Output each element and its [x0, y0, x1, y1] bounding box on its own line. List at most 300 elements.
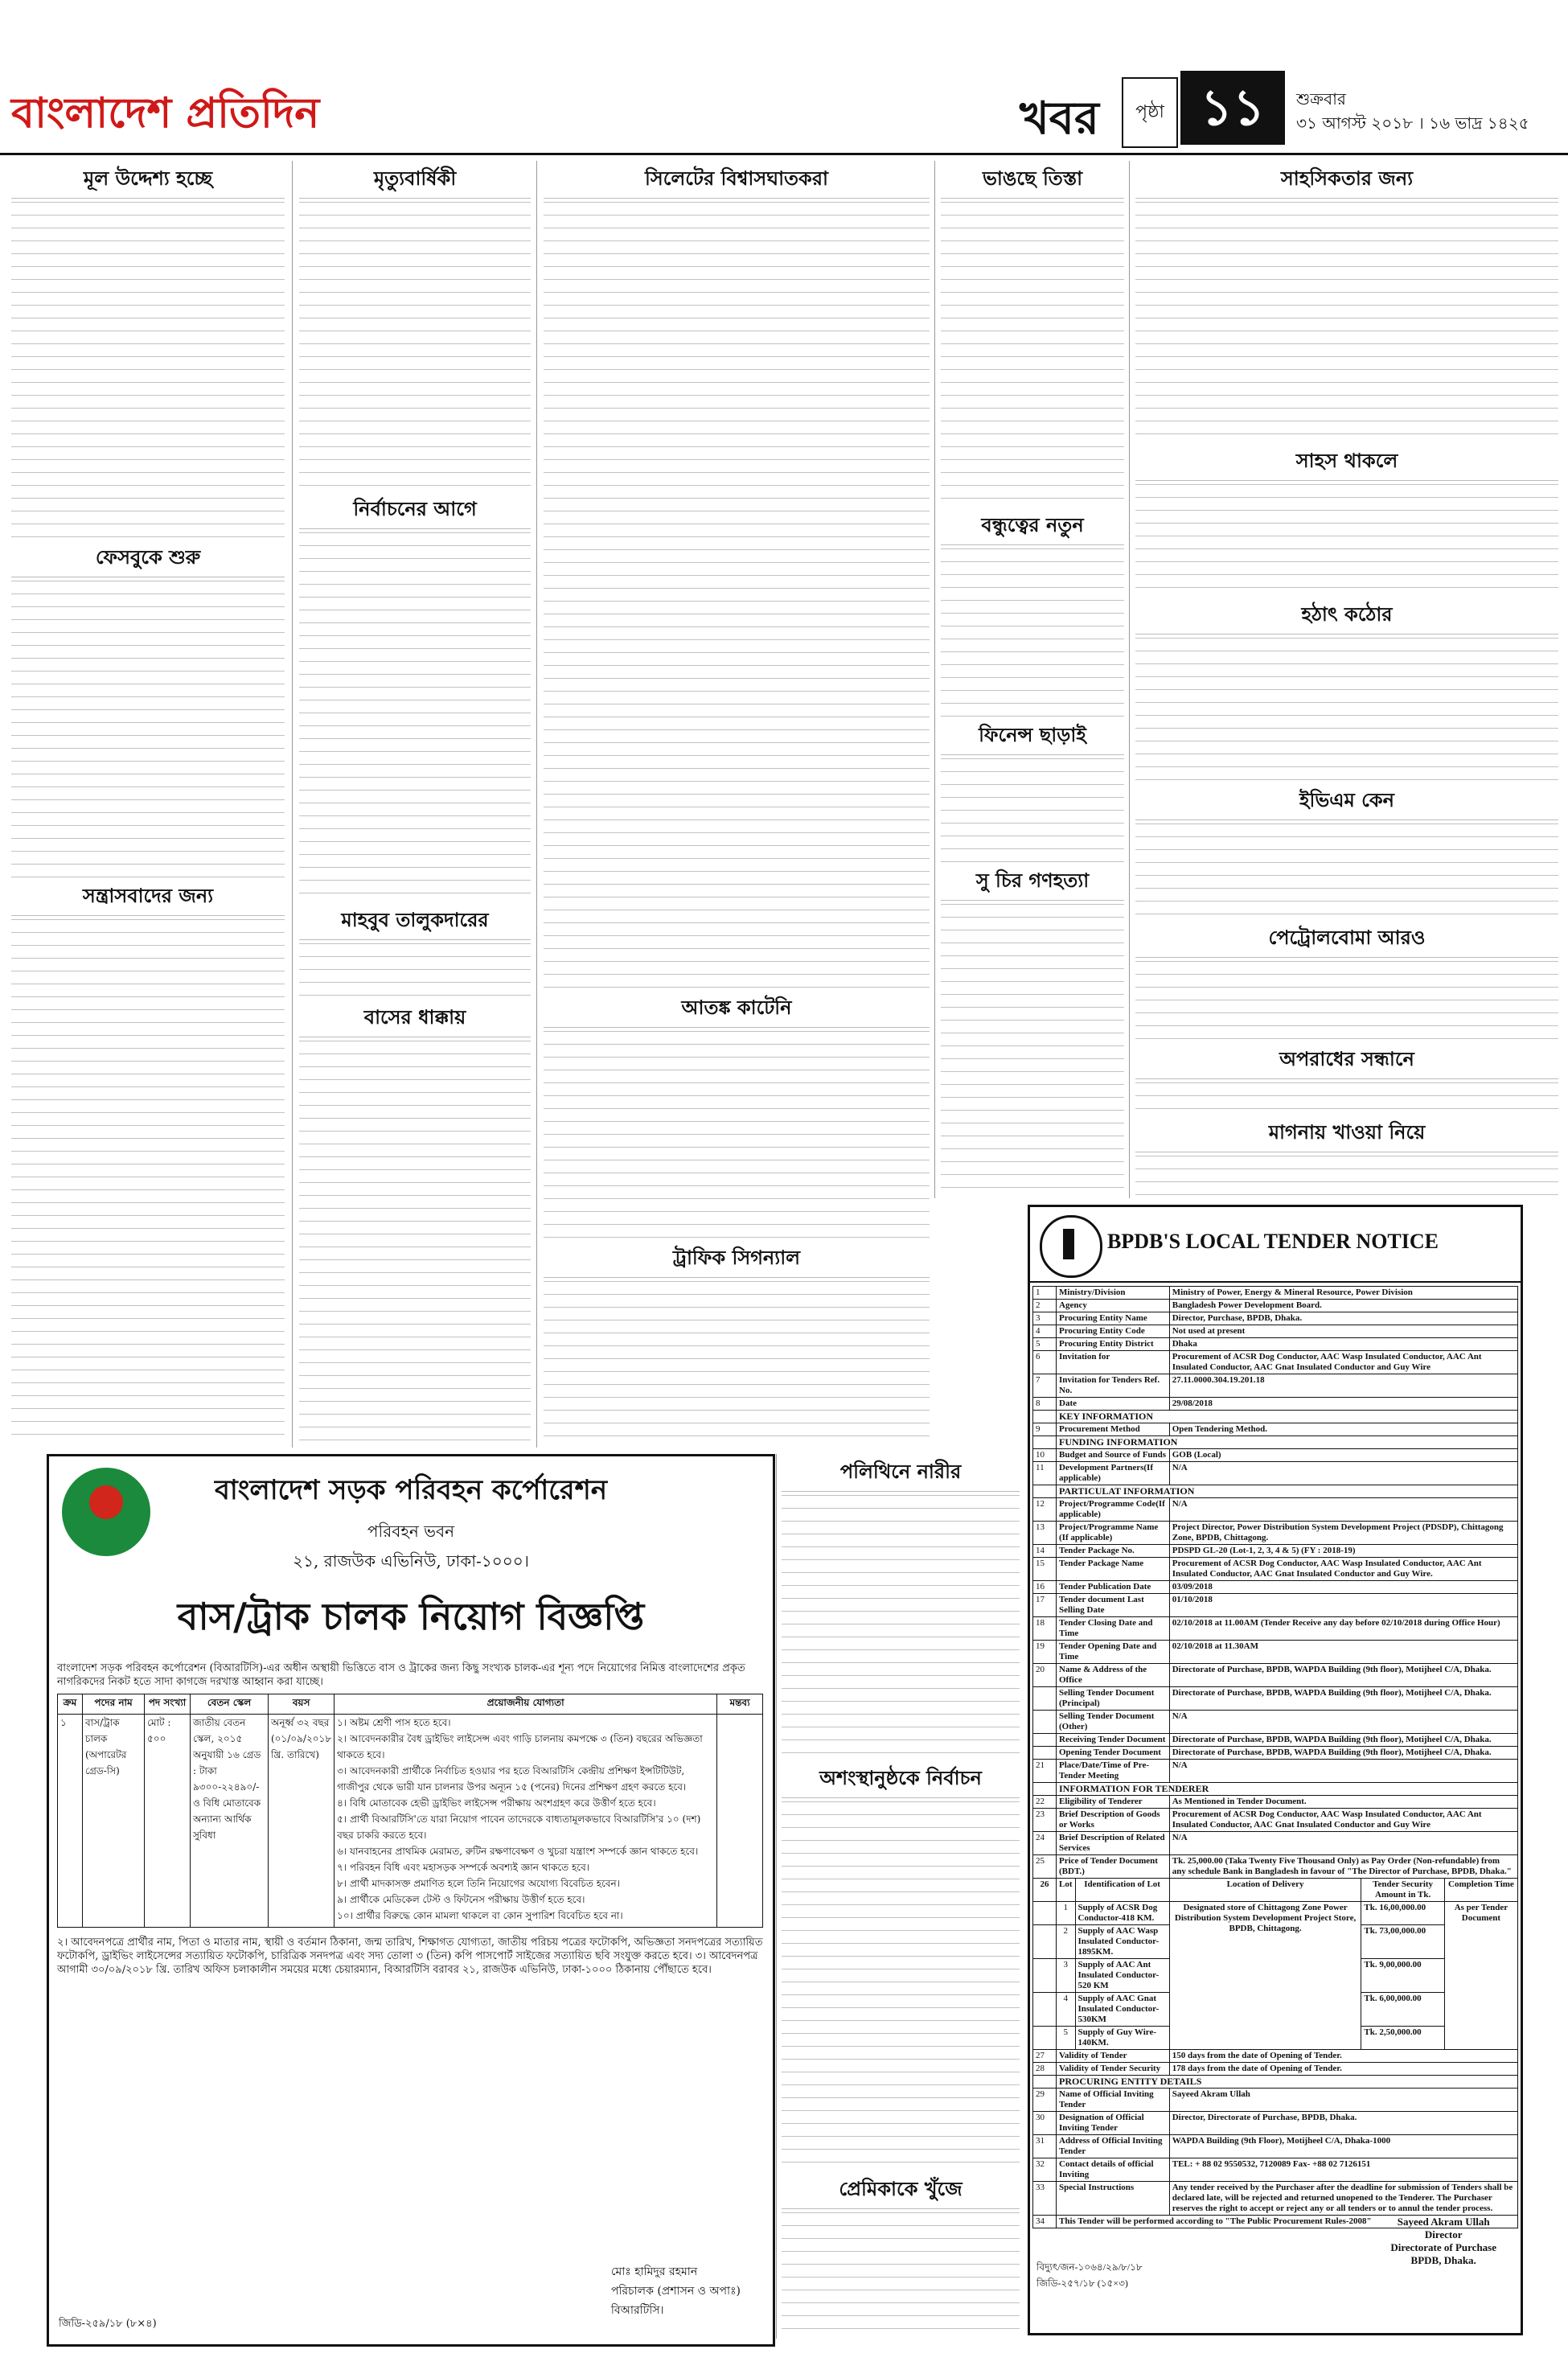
tender-row-label: Special Instructions — [1057, 2182, 1170, 2216]
headline: ইভিএম কেন — [1135, 786, 1558, 820]
tender-row-value: 27.11.0000.304.19.201.18 — [1169, 1374, 1517, 1398]
headline: মাগনায় খাওয়া নিয়ে — [1135, 1118, 1558, 1152]
ad-title: বাস/ট্রাক চালক নিয়োগ বিজ্ঞপ্তি — [177, 1595, 645, 1638]
tender-row-value: Dhaka — [1169, 1338, 1517, 1351]
tender-row — [1033, 1687, 1518, 1711]
tender-row-number: 6 — [1033, 1351, 1057, 1374]
tender-signer-title: BPDB, Dhaka. — [1410, 2254, 1476, 2266]
tender-row-number — [1033, 1734, 1057, 1747]
lot-identification: Supply of AAC Ant Insulated Conductor-520 KM — [1075, 1959, 1169, 1993]
tender-row-value: 178 days from the date of Opening of Tender. — [1169, 2063, 1517, 2076]
tender-row — [1033, 2089, 1518, 2112]
tender-row — [1033, 1664, 1518, 1687]
tender-row-value: 150 days from the date of Opening of Tender. — [1169, 2050, 1517, 2063]
tender-row-label: Development Partners(If applicable) — [1057, 1462, 1170, 1485]
lot-number: 4 — [1057, 1993, 1076, 2027]
ad-header-cell: মন্তব্য — [717, 1694, 763, 1715]
tender-row-label: Tender Publication Date — [1057, 1581, 1170, 1594]
tender-row-number: 29 — [1033, 2089, 1057, 2112]
tender-row-number: 20 — [1033, 1664, 1057, 1687]
tender-row-label: Validity of Tender — [1057, 2050, 1170, 2063]
headline: নির্বাচনের আগে — [299, 495, 531, 529]
headline: অপরাধের সন্ধানে — [1135, 1045, 1558, 1079]
tender-row — [1033, 1522, 1518, 1545]
tender-row — [1033, 1287, 1518, 1300]
tender-row — [1033, 2182, 1518, 2216]
tender-row — [1033, 1617, 1518, 1641]
tender-row-label: Tender document Last Selling Date — [1057, 1594, 1170, 1617]
ad-scale: জাতীয় বেতন স্কেল, ২০১৫ অনুযায়ী ১৬ গ্রেড : টাকা ৯৩০০-২২৪৯০/- ও বিধি মোতাবেক অন্যান্য আর্থিক সুবিধা — [191, 1715, 269, 1928]
ad-table-header — [58, 1694, 763, 1715]
tender-row — [1033, 1374, 1518, 1398]
tender-row-value: 03/09/2018 — [1169, 1581, 1517, 1594]
tender-row — [1033, 1423, 1518, 1436]
tender-row — [1033, 1711, 1518, 1734]
column-divider — [1129, 161, 1130, 1198]
tender-row — [1033, 1796, 1518, 1809]
ad-age: অনূর্ধ্ব ৩২ বছর (০১/০৯/২০১৮ খ্রি. তারিখে) — [269, 1715, 335, 1928]
tender-row — [1033, 2112, 1518, 2135]
tender-row-value: Ministry of Power, Energy & Mineral Resource, Power Division — [1169, 1287, 1517, 1300]
ad-post: বাস/ট্রাক চালক (অপারেটর গ্রেড-সি) — [83, 1715, 145, 1928]
tender-row-label: Budget and Source of Funds — [1057, 1449, 1170, 1462]
article-body — [1135, 1082, 1558, 1115]
qualification-item: ৯। প্রার্থীকে মেডিকেল টেস্ট ও ফিটনেস পরীক্ষায় উত্তীর্ণ হতে হবে। — [337, 1894, 585, 1905]
tender-row-value: Director, Directorate of Purchase, BPDB, Dhaka. — [1169, 2112, 1517, 2135]
lot-security: Tk. 6,00,000.00 — [1361, 1993, 1444, 2027]
ad-header-cell: পদ সংখ্যা — [145, 1694, 191, 1715]
lot-number: 3 — [1057, 1959, 1076, 1993]
tender-row — [1033, 1462, 1518, 1485]
article-body — [1135, 484, 1558, 597]
qualification-item: ৮। প্রার্থী মাদকাসক্ত প্রমাণিত হলে তিনি নিয়োগের অযোগ্য বিবেচিত হবেন। — [337, 1878, 620, 1889]
tender-row-number: 31 — [1033, 2135, 1057, 2158]
tender-row-label: Invitation for Tenders Ref. No. — [1057, 1374, 1170, 1398]
tender-row — [1033, 1809, 1518, 1832]
tender-row-label: Tender Closing Date and Time — [1057, 1617, 1170, 1641]
tender-section-title: PARTICULAT INFORMATION — [1057, 1485, 1518, 1498]
tender-row-value: Any tender received by the Purchaser after the deadline for submission of Tenders shall be declared late, will be rejected and returned unopened to the Tenderer. The Purchaser reserves the right to accept or reject any or all tenders or to annul the tender process. — [1169, 2182, 1517, 2216]
ad-count: মোট : ৫০০ — [145, 1715, 191, 1928]
article-body — [544, 1281, 930, 1444]
tender-row — [1033, 1312, 1518, 1325]
article-body — [941, 202, 1124, 507]
tender-row-value: Tk. 25,000.00 (Taka Twenty Five Thousand Only) as Pay Order (Non-refundable) from any schedule Bank in Bangladesh in favour of "The Director of Purchase, BPDB, Dhaka." — [1169, 1855, 1517, 1879]
tender-row-value: 02/10/2018 at 11.00AM (Tender Receive any day before 02/10/2018 during Office Hour) — [1169, 1617, 1517, 1641]
tender-row-number: 25 — [1033, 1855, 1057, 1879]
tender-footer — [1030, 2212, 1521, 2333]
headline: সু চির গণহত্যা — [941, 866, 1124, 901]
tender-row — [1033, 1398, 1518, 1411]
column-divider — [776, 1454, 777, 2339]
tender-ref-line: বিদ্যুৎ/জন-১০৬৪/২৯/৮/১৮ — [1036, 2261, 1143, 2273]
tender-row-label: Selling Tender Document (Principal) — [1057, 1687, 1170, 1711]
tender-row-value: Director, Purchase, BPDB, Dhaka. — [1169, 1312, 1517, 1325]
headline: সন্ত্রাসবাদের জন্য — [11, 881, 285, 916]
ad-address: ২১, রাজউক এভিনিউ, ঢাকা-১০০০। — [293, 1551, 529, 1571]
lot-spacer — [1033, 1902, 1057, 1925]
tender-row-value: Sayeed Akram Ullah — [1169, 2089, 1517, 2112]
ad-building: পরিবহন ভবন — [367, 1522, 455, 1541]
brtc-job-advertisement — [47, 1454, 775, 2347]
section-title: খবর — [1020, 92, 1099, 145]
tender-row-number: 15 — [1033, 1558, 1057, 1581]
tender-row-number: 30 — [1033, 2112, 1057, 2135]
tender-row-number: 8 — [1033, 1398, 1057, 1411]
tender-row — [1033, 1558, 1518, 1581]
tender-row — [1033, 2135, 1518, 2158]
lot-identification: Supply of AAC Wasp Insulated Conductor-1895KM. — [1075, 1925, 1169, 1959]
tender-row — [1033, 1734, 1518, 1747]
page-label: পৃষ্ঠা — [1122, 77, 1178, 148]
tender-row — [1033, 1581, 1518, 1594]
article-body — [299, 943, 531, 1000]
ad-signature — [611, 2262, 741, 2320]
article-body — [544, 1031, 930, 1240]
tender-row-number: 12 — [1033, 1498, 1057, 1522]
ad-signer-title: পরিচালক (প্রশাসন ও অপাঃ) — [610, 2285, 741, 2298]
article-body — [782, 2212, 1020, 2335]
tender-section-spacer — [1033, 1783, 1057, 1796]
qualification-item: ১০। প্রার্থীর বিরুদ্ধে কোন মামলা থাকলে বা কোন সুপারিশ বিবেচিত হবে না। — [337, 1910, 623, 1921]
lot-security: Tk. 9,00,000.00 — [1361, 1959, 1444, 1993]
tender-signer-title: Director — [1424, 2228, 1463, 2241]
tender-row-number: 34 — [1033, 2216, 1057, 2228]
lots-header-cell: Completion Time — [1444, 1879, 1517, 1902]
tender-row-value: Not used at present — [1169, 1325, 1517, 1338]
article-body — [11, 581, 285, 878]
tender-section — [1033, 1783, 1518, 1796]
tender-row-value: N/A — [1169, 1760, 1517, 1783]
tender-row — [1033, 1760, 1518, 1783]
tender-row — [1033, 2063, 1518, 2076]
article-body — [299, 202, 531, 491]
tender-row — [1033, 1747, 1518, 1760]
tender-row — [1033, 1545, 1518, 1558]
tender-row-label: Name of Official Inviting Tender — [1057, 2089, 1170, 2112]
lot-spacer — [1033, 2027, 1057, 2050]
tender-row-value: N/A — [1169, 1832, 1517, 1855]
tender-title: BPDB'S LOCAL TENDER NOTICE — [1107, 1230, 1439, 1253]
headline: মৃত্যুবার্ষিকী — [299, 164, 531, 199]
tender-section-title: PROCURING ENTITY DETAILS — [1057, 2076, 1518, 2089]
tender-section-spacer — [1033, 1485, 1057, 1498]
headline: পেট্রোলবোমা আরও — [1135, 923, 1558, 958]
headline: ট্রাফিক সিগন্যাল — [544, 1243, 930, 1278]
ad-table-row — [58, 1715, 763, 1928]
bpdb-logo-icon — [1040, 1215, 1102, 1278]
tender-row-number: 22 — [1033, 1796, 1057, 1809]
tender-row-number: 9 — [1033, 1423, 1057, 1436]
headline: প্রেমিকাকে খুঁজে — [782, 2175, 1020, 2209]
tender-row-number: 2 — [1033, 1300, 1057, 1312]
tender-row-number — [1033, 1711, 1057, 1734]
tender-row-number: 10 — [1033, 1449, 1057, 1462]
tender-row-label: Receiving Tender Document — [1057, 1734, 1170, 1747]
lot-completion: As per Tender Document — [1444, 1902, 1517, 2050]
bangladesh-emblem-icon — [62, 1468, 150, 1556]
tender-row-number: 27 — [1033, 2050, 1057, 2063]
lot-row — [1033, 1902, 1518, 1925]
tender-row-label: Validity of Tender Security — [1057, 2063, 1170, 2076]
lot-identification: Supply of AAC Gnat Insulated Conductor-530KM — [1075, 1993, 1169, 2027]
tender-row — [1033, 1449, 1518, 1462]
tender-row-label: Invitation for — [1057, 1351, 1170, 1374]
tender-row-label: Agency — [1057, 1300, 1170, 1312]
tender-row-label: Name & Address of the Office — [1057, 1664, 1170, 1687]
tender-row-value: 01/10/2018 — [1169, 1594, 1517, 1617]
qualification-item: ৩। আবেদনকারী প্রার্থীকে নির্বাচিত হওয়ার পর হতে বিআরটিসি কেন্দ্রীয় প্রশিক্ষণ ইন্সটিটিউট, গাজীপুর থেকে ভারী যান চালনার উপর অন্যূন ১৫ (পনের) দিনের প্রশিক্ষণ গ্রহণ করতে হবে। — [337, 1765, 687, 1793]
tender-row-label: Tender Package Name — [1057, 1558, 1170, 1581]
tender-row-number: 28 — [1033, 2063, 1057, 2076]
newspaper-logo: বাংলাদেশ প্রতিদিন — [11, 89, 320, 138]
lots-header-cell: Identification of Lot — [1075, 1879, 1169, 1902]
tender-section — [1033, 1436, 1518, 1449]
tender-row — [1033, 1855, 1518, 1879]
tender-row-number: 32 — [1033, 2158, 1057, 2182]
tender-row-value: Procurement of ACSR Dog Conductor, AAC Wasp Insulated Conductor, AAC Ant Insulated Conductor, AAC Gnat Insulated Conductor and Guy Wire. — [1169, 1558, 1517, 1581]
tender-section — [1033, 1485, 1518, 1498]
tender-section-spacer — [1033, 1436, 1057, 1449]
lots-header-cell: Lot — [1057, 1879, 1076, 1902]
column-divider — [536, 161, 537, 1448]
lot-identification: Supply of Guy Wire-140KM. — [1075, 2027, 1169, 2050]
article-body — [299, 532, 531, 902]
headline: পলিথিনে নারীর — [782, 1457, 1020, 1492]
tender-row-label: Date — [1057, 1398, 1170, 1411]
tender-row-value: Project Director, Power Distribution System Development Project (PDSDP), Chittagong Zone, BPDB, Chittagong. — [1169, 1522, 1517, 1545]
tender-row — [1033, 2158, 1518, 2182]
tender-row-label: Tender Opening Date and Time — [1057, 1641, 1170, 1664]
ad-remarks — [717, 1715, 763, 1928]
lot-security: Tk. 16,00,000.00 — [1361, 1902, 1444, 1925]
tender-row-number: 23 — [1033, 1809, 1057, 1832]
tender-row-value: Directorate of Purchase, BPDB, WAPDA Building (9th floor), Motijheel C/A, Dhaka. — [1169, 1687, 1517, 1711]
tender-row-label: Brief Description of Goods or Works — [1057, 1809, 1170, 1832]
tender-row-number: 19 — [1033, 1641, 1057, 1664]
article-body — [941, 758, 1124, 863]
tender-table — [1032, 1286, 1518, 2228]
lot-identification: Supply of ACSR Dog Conductor-418 KM. — [1075, 1902, 1169, 1925]
tender-row-label: Project/Programme Code(If applicable) — [1057, 1498, 1170, 1522]
tender-row-number — [1033, 1747, 1057, 1760]
tender-row-value: Directorate of Purchase, BPDB, WAPDA Building (9th floor), Motijheel C/A, Dhaka. — [1169, 1664, 1517, 1687]
tender-row — [1033, 1338, 1518, 1351]
column-divider — [292, 161, 293, 1448]
article-body — [1135, 824, 1558, 920]
qualification-item: ২। আবেদনকারীর বৈধ ড্রাইভিং লাইসেন্স এবং গাড়ি চালনায় কমপক্ষে ৩ (তিন) বছরের অভিজ্ঞতা থাকতে হবে। — [337, 1733, 703, 1760]
tender-row — [1033, 1594, 1518, 1617]
article-body — [1135, 202, 1558, 443]
tender-row-value: As Mentioned in Tender Document. — [1169, 1796, 1517, 1809]
tender-row-value: WAPDA Building (9th Floor), Motijheel C/A, Dhaka-1000 — [1169, 2135, 1517, 2158]
tender-row-number: 21 — [1033, 1760, 1057, 1783]
tender-row-value: TEL: + 88 02 9550532, 7120089 Fax- +88 02 7126151 — [1169, 2158, 1517, 2182]
ad-header-cell: ক্রম — [58, 1694, 83, 1715]
bpdb-tender-notice — [1028, 1205, 1523, 2335]
article-body — [1135, 1156, 1558, 1198]
tender-row-number: 16 — [1033, 1581, 1057, 1594]
headline: সাহস থাকলে — [1135, 446, 1558, 481]
article-body — [299, 1041, 531, 1444]
tender-row-value: Open Tendering Method. — [1169, 1423, 1517, 1436]
tender-row-value: Bangladesh Power Development Board. — [1169, 1300, 1517, 1312]
qualification-item: ১। অষ্টম শ্রেণী পাস হতে হবে। — [337, 1717, 451, 1728]
tender-ref — [1036, 2261, 1143, 2293]
lots-header-cell: 26 — [1033, 1879, 1057, 1902]
article-body — [544, 202, 930, 990]
tender-row — [1033, 1832, 1518, 1855]
tender-row-label: Selling Tender Document (Other) — [1057, 1711, 1170, 1734]
tender-signer-title: Directorate of Purchase — [1390, 2241, 1496, 2253]
tender-section-title: FUNDING INFORMATION — [1057, 1436, 1518, 1449]
lots-header-cell: Location of Delivery — [1169, 1879, 1361, 1902]
tender-row-label: Price of Tender Document (BDT.) — [1057, 1855, 1170, 1879]
article-body — [11, 919, 285, 1444]
tender-row-number: 7 — [1033, 1374, 1057, 1398]
lot-spacer — [1033, 1993, 1057, 2027]
dateline — [1296, 87, 1562, 135]
tender-section — [1033, 2076, 1518, 2089]
headline: ফেসবুকে শুরু — [11, 543, 285, 577]
date: ৩১ আগস্ট ২০১৮ । ১৬ ভাদ্র ১৪২৫ — [1296, 113, 1529, 133]
tender-row-value: Procurement of ACSR Dog Conductor, AAC Wasp Insulated Conductor, AAC Ant Insulated Conductor, AAC Gnat Insulated Conductor and Guy Wire — [1169, 1809, 1517, 1832]
tender-row-value: N/A — [1169, 1498, 1517, 1522]
column-4 — [941, 161, 1124, 1198]
lot-number: 1 — [1057, 1902, 1076, 1925]
tender-row-label: Place/Date/Time of Pre-Tender Meeting — [1057, 1760, 1170, 1783]
lot-security: Tk. 2,50,000.00 — [1361, 2027, 1444, 2050]
headline: বাসের ধাক্কায় — [299, 1003, 531, 1037]
tender-ref-line: জিডি-২৫৭/১৮ (১৫×৩) — [1036, 2277, 1128, 2289]
lots-header-cell: Tender Security Amount in Tk. — [1361, 1879, 1444, 1902]
tender-section-title: INFORMATION FOR TENDERER — [1057, 1783, 1518, 1796]
article-body — [782, 1801, 1020, 2171]
tender-row — [1033, 1300, 1518, 1312]
tender-row-value: PDSPD GL-20 (Lot-1, 2, 3, 4 & 5) (FY : 2018-19) — [1169, 1545, 1517, 1558]
headline: মাহবুব তালুকদারের — [299, 906, 531, 940]
tender-row-label: Project/Programme Name (If applicable) — [1057, 1522, 1170, 1545]
tender-signer-name: Sayeed Akram Ullah — [1397, 2216, 1490, 2228]
ad-notes: ২। আবেদনপত্রে প্রার্থীর নাম, পিতা ও মাতার নাম, স্থায়ী ও বর্তমান ঠিকানা, জন্ম তারিখ, শিক্ষাগত যোগ্যতা, জাতীয় পরিচয় পত্রের ফটোকপি, অভিজ্ঞতা সনদপত্রের সত্যায়িত ফটোকপি, ড্রাইভিং লাইসেন্সের সত্যায়িত ফটোকপি, চারিত্রিক সনদপত্র এবং সদ্য তোলা ৩ (তিন) কপি পাসপোর্ট সাইজের সত্যায়িত ছবি সংযুক্ত করতে হবে। ৩। আবেদনপত্র আগামী ৩০/০৯/২০১৮ খ্রি. তারিখ অফিস চলাকালীন সময়ের মধ্যে চেয়ারম্যান, বিআরটিসি বরাবর ২১, রাজউক এভিনিউ, ঢাকা-১০০০ ঠিকানায় পৌঁছাতে হবে। — [57, 1937, 763, 1976]
tender-row-label: Ministry/Division — [1057, 1287, 1170, 1300]
tender-row-value: Directorate of Purchase, BPDB, WAPDA Building (9th floor), Motijheel C/A, Dhaka. — [1169, 1734, 1517, 1747]
lots-header — [1033, 1879, 1518, 1902]
headline: হঠাৎ কঠোর — [1135, 600, 1558, 635]
tender-row-label: Opening Tender Document — [1057, 1747, 1170, 1760]
tender-row — [1033, 2050, 1518, 2063]
tender-section — [1033, 1411, 1518, 1423]
qualification-item: ৭। পরিবহন বিধি এবং মহাসড়ক সম্পর্কে অবশ্যই জ্ঞান থাকতে হবে। — [337, 1862, 590, 1873]
column-5 — [1135, 161, 1558, 1198]
tender-row-value: N/A — [1169, 1711, 1517, 1734]
tender-row-label: Procuring Entity District — [1057, 1338, 1170, 1351]
tender-row — [1033, 1351, 1518, 1374]
tender-row-number: 11 — [1033, 1462, 1057, 1485]
page-number: ১১ — [1180, 71, 1285, 145]
headline: সিলেটের বিশ্বাসঘাতকরা — [544, 164, 930, 199]
article-body — [782, 1495, 1020, 1760]
ad-signer-name: মোঃ হামিদুর রহমান — [610, 2265, 698, 2278]
lot-number: 5 — [1057, 2027, 1076, 2050]
ad-header-cell: বয়স — [269, 1694, 335, 1715]
tender-row — [1033, 1498, 1518, 1522]
tender-section-title: KEY INFORMATION — [1057, 1411, 1518, 1423]
column-3 — [544, 161, 930, 1444]
headline: অশংস্থানুষ্ঠকে নির্বাচন — [782, 1764, 1020, 1798]
article-body — [11, 202, 285, 540]
tender-section-spacer — [1033, 1411, 1057, 1423]
tender-row-value: 29/08/2018 — [1169, 1398, 1517, 1411]
tender-row — [1033, 1641, 1518, 1664]
article-body — [941, 904, 1124, 1193]
tender-row-number — [1033, 1687, 1057, 1711]
column-1 — [11, 161, 285, 1444]
tender-row-value: Procurement of ACSR Dog Conductor, AAC Wasp Insulated Conductor, AAC Ant Insulated Conductor, AAC Gnat Insulated Conductor and Guy Wire — [1169, 1351, 1517, 1374]
ad-qualifications — [335, 1715, 717, 1928]
lot-delivery: Designated store of Chittagong Zone Power Distribution System Development Project Store, BPDB, Chittagong. — [1169, 1902, 1361, 2050]
tender-row-number: 24 — [1033, 1832, 1057, 1855]
tender-row-label: Procuring Entity Name — [1057, 1312, 1170, 1325]
tender-row-label: Address of Official Inviting Tender — [1057, 2135, 1170, 2158]
column-6 — [782, 1454, 1020, 2335]
column-2 — [299, 161, 531, 1444]
tender-row-label: Eligibility of Tenderer — [1057, 1796, 1170, 1809]
qualification-item: ৫। প্রার্থী বিআরটিসি'তে যারা নিয়োগ পাবেন তাদেরকে বাধ্যতামূলকভাবে বিআরটিসি'র ১০ (দশ) বছর চাকরি করতে হবে। — [337, 1813, 701, 1841]
tender-row-number: 14 — [1033, 1545, 1057, 1558]
lot-spacer — [1033, 1925, 1057, 1959]
tender-row-label: Procurement Method — [1057, 1423, 1170, 1436]
masthead — [0, 0, 1568, 155]
lot-spacer — [1033, 1959, 1057, 1993]
tender-row-value: N/A — [1169, 1462, 1517, 1485]
ad-header-cell: প্রয়োজনীয় যোগ্যতা — [335, 1694, 717, 1715]
article-body — [941, 548, 1124, 717]
ad-org-name: বাংলাদেশ সড়ক পরিবহন কর্পোরেশন — [214, 1474, 608, 1506]
tender-header — [1030, 1207, 1521, 1283]
lot-security: Tk. 73,00,000.00 — [1361, 1925, 1444, 1959]
tender-row-number: 17 — [1033, 1594, 1057, 1617]
qualification-item: ৬। যানবাহনের প্রাথমিক মেরামত, রুটিন রক্ষণাবেক্ষণ ও খুচরা যন্ত্রাংশ সম্পর্কে জ্ঞান থাকতে হবে। — [337, 1846, 699, 1857]
ad-signer-org: বিআরটিসি। — [610, 2304, 664, 2317]
tender-row — [1033, 1325, 1518, 1338]
headline: ফিনেন্স ছাড়াই — [941, 721, 1124, 755]
tender-row-value: 02/10/2018 at 11.30AM — [1169, 1641, 1517, 1664]
tender-signature — [1390, 2216, 1496, 2267]
tender-row-label: Tender Package No. — [1057, 1545, 1170, 1558]
tender-row-number: 1 — [1033, 1287, 1057, 1300]
headline: সাহসিকতার জন্য — [1135, 164, 1558, 199]
ad-header-cell: পদের নাম — [83, 1694, 145, 1715]
tender-row-value: GOB (Local) — [1169, 1449, 1517, 1462]
tender-row-number: 13 — [1033, 1522, 1057, 1545]
ad-table — [57, 1694, 763, 1928]
ad-intro: বাংলাদেশ সড়ক পরিবহন কর্পোরেশন (বিআরটিসি)-এর অধীন অস্থায়ী ভিত্তিতে বাস ও ট্রাকের জন্য কিছু সংখ্যক চালক-এর শূন্য পদে নিয়োগের নিমিত্ত বাংলাদেশের প্রকৃত নাগরিকদের নিকট হতে সাদা কাগজে দরখাস্ত আহ্বান করা যাচ্ছে। — [57, 1662, 745, 1688]
headline: মূল উদ্দেশ্য হচ্ছে — [11, 164, 285, 199]
tender-row-value: Directorate of Purchase, BPDB, WAPDA Building (9th floor), Motijheel C/A, Dhaka. — [1169, 1747, 1517, 1760]
headline: বন্ধুত্বের নতুন — [941, 511, 1124, 545]
tender-row-label: Procuring Entity Code — [1057, 1325, 1170, 1338]
tender-row-label: This Tender will be performed according to "The Public Procurement Rules-2008" — [1057, 2216, 1518, 2228]
headline: আতঙ্ক কাটেনি — [544, 993, 930, 1028]
article-body — [1135, 638, 1558, 782]
tender-row-label: Brief Description of Related Services — [1057, 1832, 1170, 1855]
tender-row-number: 3 — [1033, 1312, 1057, 1325]
tender-row-number: 4 — [1033, 1325, 1057, 1338]
tender-row-label: Designation of Official Inviting Tender — [1057, 2112, 1170, 2135]
headline: ভাঙছে তিস্তা — [941, 164, 1124, 199]
lot-number: 2 — [1057, 1925, 1076, 1959]
